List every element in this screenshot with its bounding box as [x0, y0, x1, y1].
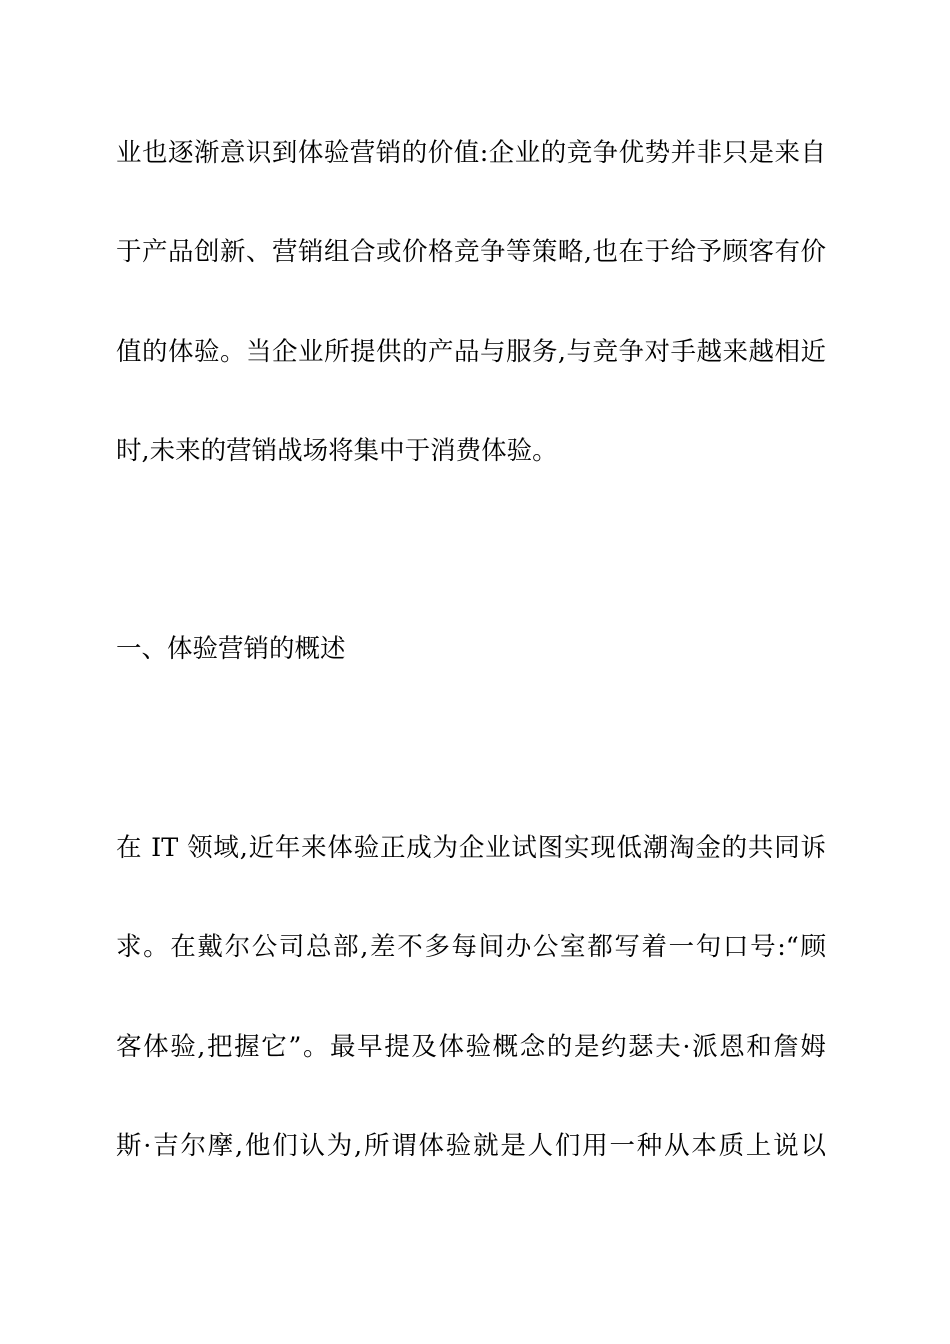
paragraph-2-line-3: 客体验,把握它”。最早提及体验概念的是约瑟夫·派恩和詹姆 [116, 1032, 826, 1062]
paragraph-1-line-4: 时,未来的营销战场将集中于消费体验。 [116, 436, 558, 466]
paragraph-1-line-2: 于产品创新、营销组合或价格竞争等策略,也在于给予顾客有价 [116, 237, 826, 267]
paragraph-2-line-2: 求。在戴尔公司总部,差不多每间办公室都写着一句口号:“顾 [116, 932, 826, 962]
paragraph-2-line-4: 斯·吉尔摩,他们认为,所谓体验就是人们用一种从本质上说以 [116, 1131, 826, 1161]
paragraph-2-line-1: 在 IT 领域,近年来体验正成为企业试图实现低潮淘金的共同诉 [116, 833, 826, 863]
paragraph-1-line-3: 值的体验。当企业所提供的产品与服务,与竞争对手越来越相近 [116, 337, 826, 367]
section-heading: 一、体验营销的概述 [116, 634, 346, 664]
paragraph-1-line-1: 业也逐渐意识到体验营销的价值:企业的竞争优势并非只是来自 [116, 138, 826, 168]
